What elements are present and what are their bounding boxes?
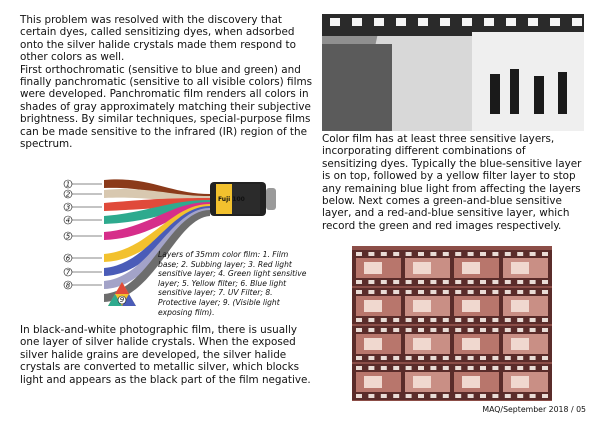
marker-8 [64,281,102,289]
marker-3-label: 3 [65,203,71,212]
intro-paragraph: This problem was resolved with the discovery that certain dyes, called sensitizing dyes, when adsorbed onto the silver halide crystals made them respond to other colors as well. [20,14,296,64]
marker-4 [64,216,102,224]
color-negative-illustration [352,246,552,401]
bw-film-photo [322,14,584,131]
marker-7 [64,268,102,276]
canister-label: Fuji 100 [218,196,245,203]
intro-text [20,14,312,150]
marker-4-label: 4 [65,216,71,225]
ortho-paragraph: First orthochromatic (sensitive to blue and green) and finally panchromatic (sensitive to all visible colors) films were developed. Panchromatic film renders all colors in shades of gray approximately matching their subjective brightness. By similar techniques, special-purpose films can be made sensitive to the infrared (IR) region of the spectrum. [20,63,313,151]
marker-3 [64,203,102,211]
marker-9-label: 9 [119,296,125,304]
marker-1 [64,180,102,188]
diagram-caption: Layers of 35mm color film: 1. Film base; 2. Subbing layer; 3. Red light sensitive layer; 4. Green light sensitive layer; 5. Yellow filter; 6. Blue light sensitive layer; 7. UV Filter; 8. Protective layer; 9. (Visible light exposing film). [158,250,307,317]
layer-number-markers [64,180,102,289]
marker-1-label: 1 [65,180,71,189]
marker-6 [64,254,102,262]
color-negative-photo [352,246,552,401]
marker-2 [64,190,102,198]
color-film-paragraph: Color film has at least three sensitive layers, incorporating different combinations of sensitizing dyes. Typically the blue-sensitive layer is on top, followed by a yellow filter layer to stop any remaining blue light from affecting the layers below. Next comes a green-and-blue sensitive layer, and a red-and-blue sensitive layer, which record the green and red images respectively. [322,133,582,232]
bw-paragraph: In black-and-white photographic film, there is usually one layer of silver halide crystals. When the exposed silver halide grains are developed, the silver halide crystals are converted to metallic silver, which blocks light and appears as the black part of the film negative. [20,324,311,386]
marker-6-label: 6 [65,254,71,263]
marker-8-label: 8 [65,281,71,290]
marker-2-label: 2 [65,190,71,199]
marker-7-label: 7 [65,268,71,277]
page-footer: MAQ/September 2018 / 05 [482,405,586,414]
marker-5-label: 5 [65,232,71,241]
film-canister [210,182,276,216]
bw-film-illustration [322,14,584,131]
marker-5 [64,232,102,240]
